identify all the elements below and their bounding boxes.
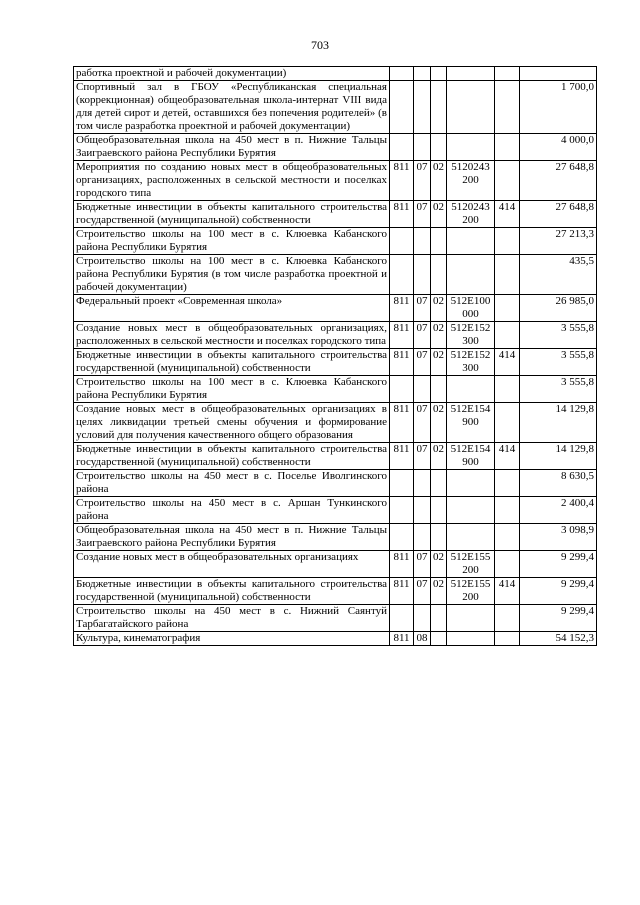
row-amount-cell: 3 555,8 — [520, 376, 597, 403]
row-name-cell: Создание новых мест в общеобразовательных организациях, расположенных в сельской местности и поселках городского типа — [74, 322, 390, 349]
row-subsection-cell — [431, 376, 447, 403]
row-section-cell — [414, 67, 431, 81]
row-section-cell: 07 — [414, 295, 431, 322]
row-section-cell: 07 — [414, 201, 431, 228]
row-target-article-cell — [447, 524, 495, 551]
row-expense-type-cell: 414 — [495, 201, 520, 228]
row-subsection-cell: 02 — [431, 322, 447, 349]
row-expense-type-cell — [495, 255, 520, 295]
row-target-article-cell: 512Е152 300 — [447, 349, 495, 376]
row-name-cell: Бюджетные инвестиции в объекты капитального строительства государственной (муниципальной) собственности — [74, 578, 390, 605]
table-row — [74, 134, 597, 161]
row-subsection-cell: 02 — [431, 349, 447, 376]
row-expense-type-cell — [495, 322, 520, 349]
row-section-cell — [414, 605, 431, 632]
row-target-article-cell: 5120243 200 — [447, 161, 495, 201]
row-name-cell: Строительство школы на 100 мест в с. Клюевка Кабанского района Республики Бурятия — [74, 228, 390, 255]
row-target-article-cell: 512Е154 900 — [447, 443, 495, 470]
row-target-article-cell — [447, 134, 495, 161]
row-amount-cell: 2 400,4 — [520, 497, 597, 524]
row-target-article-cell — [447, 228, 495, 255]
table-row — [74, 295, 597, 322]
row-section-cell — [414, 81, 431, 134]
row-name-cell: Бюджетные инвестиции в объекты капитального строительства государственной (муниципальной) собственности — [74, 201, 390, 228]
row-ved-cell — [390, 255, 414, 295]
row-target-article-cell: 512Е152 300 — [447, 322, 495, 349]
row-subsection-cell — [431, 470, 447, 497]
table-row — [74, 403, 597, 443]
row-subsection-cell — [431, 524, 447, 551]
row-expense-type-cell — [495, 470, 520, 497]
row-ved-cell: 811 — [390, 632, 414, 646]
row-target-article-cell: 512Е155 200 — [447, 551, 495, 578]
row-name-cell: Культура, кинематография — [74, 632, 390, 646]
row-subsection-cell: 02 — [431, 161, 447, 201]
row-name-cell: Создание новых мест в общеобразовательных организациях в целях ликвидации третьей смены обучения и формирование условий для получения качественного общего образования — [74, 403, 390, 443]
row-subsection-cell — [431, 134, 447, 161]
row-subsection-cell: 02 — [431, 201, 447, 228]
row-amount-cell: 14 129,8 — [520, 443, 597, 470]
table-row — [74, 524, 597, 551]
row-name-cell: Строительство школы на 450 мест в с. Поселье Иволгинского района — [74, 470, 390, 497]
table-row — [74, 255, 597, 295]
row-ved-cell — [390, 134, 414, 161]
row-subsection-cell — [431, 67, 447, 81]
row-expense-type-cell — [495, 403, 520, 443]
row-target-article-cell — [447, 255, 495, 295]
row-amount-cell: 27 648,8 — [520, 161, 597, 201]
row-section-cell — [414, 255, 431, 295]
table-row — [74, 376, 597, 403]
row-section-cell — [414, 497, 431, 524]
row-expense-type-cell: 414 — [495, 349, 520, 376]
table-row — [74, 228, 597, 255]
row-section-cell: 07 — [414, 403, 431, 443]
row-expense-type-cell — [495, 295, 520, 322]
row-amount-cell: 9 299,4 — [520, 605, 597, 632]
row-target-article-cell: 512Е155 200 — [447, 578, 495, 605]
row-amount-cell: 9 299,4 — [520, 551, 597, 578]
row-section-cell — [414, 524, 431, 551]
table-row — [74, 443, 597, 470]
row-subsection-cell: 02 — [431, 295, 447, 322]
table-row — [74, 322, 597, 349]
row-ved-cell — [390, 81, 414, 134]
row-expense-type-cell — [495, 605, 520, 632]
row-ved-cell: 811 — [390, 551, 414, 578]
row-name-cell: Общеобразовательная школа на 450 мест в п. Нижние Тальцы Заиграевского района Республики Бурятия — [74, 134, 390, 161]
row-section-cell: 08 — [414, 632, 431, 646]
row-section-cell — [414, 470, 431, 497]
row-subsection-cell: 02 — [431, 443, 447, 470]
row-expense-type-cell — [495, 524, 520, 551]
table-row — [74, 578, 597, 605]
row-amount-cell: 26 985,0 — [520, 295, 597, 322]
table-row — [74, 470, 597, 497]
row-section-cell: 07 — [414, 322, 431, 349]
row-name-cell: Строительство школы на 100 мест в с. Клюевка Кабанского района Республики Бурятия (в том числе разработка проектной и рабочей документации) — [74, 255, 390, 295]
row-subsection-cell — [431, 632, 447, 646]
row-ved-cell: 811 — [390, 295, 414, 322]
row-target-article-cell — [447, 67, 495, 81]
row-subsection-cell — [431, 228, 447, 255]
row-ved-cell: 811 — [390, 443, 414, 470]
row-expense-type-cell — [495, 497, 520, 524]
row-ved-cell: 811 — [390, 403, 414, 443]
row-name-cell: Строительство школы на 450 мест в с. Нижний Саянтуй Тарбагатайского района — [74, 605, 390, 632]
table-row — [74, 605, 597, 632]
row-amount-cell: 27 648,8 — [520, 201, 597, 228]
table-row — [74, 632, 597, 646]
row-amount-cell: 9 299,4 — [520, 578, 597, 605]
row-subsection-cell — [431, 255, 447, 295]
row-subsection-cell: 02 — [431, 551, 447, 578]
row-expense-type-cell — [495, 228, 520, 255]
row-expense-type-cell: 414 — [495, 443, 520, 470]
row-amount-cell: 3 098,9 — [520, 524, 597, 551]
row-subsection-cell: 02 — [431, 578, 447, 605]
row-name-cell: работка проектной и рабочей документации) — [74, 67, 390, 81]
row-ved-cell — [390, 605, 414, 632]
row-amount-cell: 3 555,8 — [520, 349, 597, 376]
row-amount-cell: 4 000,0 — [520, 134, 597, 161]
row-amount-cell: 8 630,5 — [520, 470, 597, 497]
row-expense-type-cell — [495, 67, 520, 81]
table-row — [74, 67, 597, 81]
row-subsection-cell — [431, 497, 447, 524]
row-ved-cell: 811 — [390, 578, 414, 605]
row-section-cell: 07 — [414, 161, 431, 201]
row-ved-cell: 811 — [390, 349, 414, 376]
row-target-article-cell — [447, 632, 495, 646]
table-row — [74, 349, 597, 376]
table-row — [74, 81, 597, 134]
row-ved-cell — [390, 376, 414, 403]
row-expense-type-cell — [495, 134, 520, 161]
row-expense-type-cell — [495, 551, 520, 578]
row-expense-type-cell: 414 — [495, 578, 520, 605]
row-target-article-cell — [447, 497, 495, 524]
row-subsection-cell — [431, 605, 447, 632]
row-amount-cell: 435,5 — [520, 255, 597, 295]
row-section-cell: 07 — [414, 443, 431, 470]
row-section-cell: 07 — [414, 349, 431, 376]
row-target-article-cell: 5120243 200 — [447, 201, 495, 228]
row-ved-cell — [390, 497, 414, 524]
row-ved-cell — [390, 228, 414, 255]
row-amount-cell: 3 555,8 — [520, 322, 597, 349]
row-subsection-cell — [431, 81, 447, 134]
row-section-cell: 07 — [414, 551, 431, 578]
row-name-cell: Создание новых мест в общеобразовательных организациях — [74, 551, 390, 578]
row-name-cell: Общеобразовательная школа на 450 мест в п. Нижние Тальцы Заиграевского района Республики Бурятия — [74, 524, 390, 551]
row-target-article-cell: 512Е154 900 — [447, 403, 495, 443]
row-section-cell: 07 — [414, 578, 431, 605]
table-row — [74, 551, 597, 578]
row-ved-cell — [390, 524, 414, 551]
row-subsection-cell: 02 — [431, 403, 447, 443]
row-target-article-cell — [447, 81, 495, 134]
budget-table-body — [74, 67, 597, 646]
row-amount-cell: 14 129,8 — [520, 403, 597, 443]
row-name-cell: Бюджетные инвестиции в объекты капитального строительства государственной (муниципальной) собственности — [74, 443, 390, 470]
row-section-cell — [414, 376, 431, 403]
row-ved-cell: 811 — [390, 322, 414, 349]
table-row — [74, 497, 597, 524]
row-ved-cell: 811 — [390, 201, 414, 228]
row-target-article-cell — [447, 605, 495, 632]
row-name-cell: Строительство школы на 100 мест в с. Клюевка Кабанского района Республики Бурятия — [74, 376, 390, 403]
row-amount-cell — [520, 67, 597, 81]
row-target-article-cell — [447, 376, 495, 403]
row-expense-type-cell — [495, 632, 520, 646]
row-ved-cell — [390, 470, 414, 497]
row-name-cell: Мероприятия по созданию новых мест в общеобразовательных организациях, расположенных в сельской местности и поселках городского типа — [74, 161, 390, 201]
row-expense-type-cell — [495, 376, 520, 403]
budget-table — [73, 66, 597, 646]
row-amount-cell: 1 700,0 — [520, 81, 597, 134]
row-name-cell: Строительство школы на 450 мест в с. Аршан Тункинского района — [74, 497, 390, 524]
row-target-article-cell: 512Е100 000 — [447, 295, 495, 322]
row-expense-type-cell — [495, 161, 520, 201]
row-name-cell: Федеральный проект «Современная школа» — [74, 295, 390, 322]
row-name-cell: Спортивный зал в ГБОУ «Республиканская специальная (коррекционная) общеобразовательная школа-интернат VIII вида для детей сирот и детей, оставшихся без попечения родителей» (в том числе разработка проектной и рабочей документации) — [74, 81, 390, 134]
row-amount-cell: 27 213,3 — [520, 228, 597, 255]
row-section-cell — [414, 228, 431, 255]
row-ved-cell — [390, 67, 414, 81]
row-amount-cell: 54 152,3 — [520, 632, 597, 646]
row-name-cell: Бюджетные инвестиции в объекты капитального строительства государственной (муниципальной) собственности — [74, 349, 390, 376]
table-row — [74, 161, 597, 201]
row-expense-type-cell — [495, 81, 520, 134]
row-section-cell — [414, 134, 431, 161]
table-row — [74, 201, 597, 228]
page-number: 703 — [311, 38, 329, 52]
row-target-article-cell — [447, 470, 495, 497]
row-ved-cell: 811 — [390, 161, 414, 201]
